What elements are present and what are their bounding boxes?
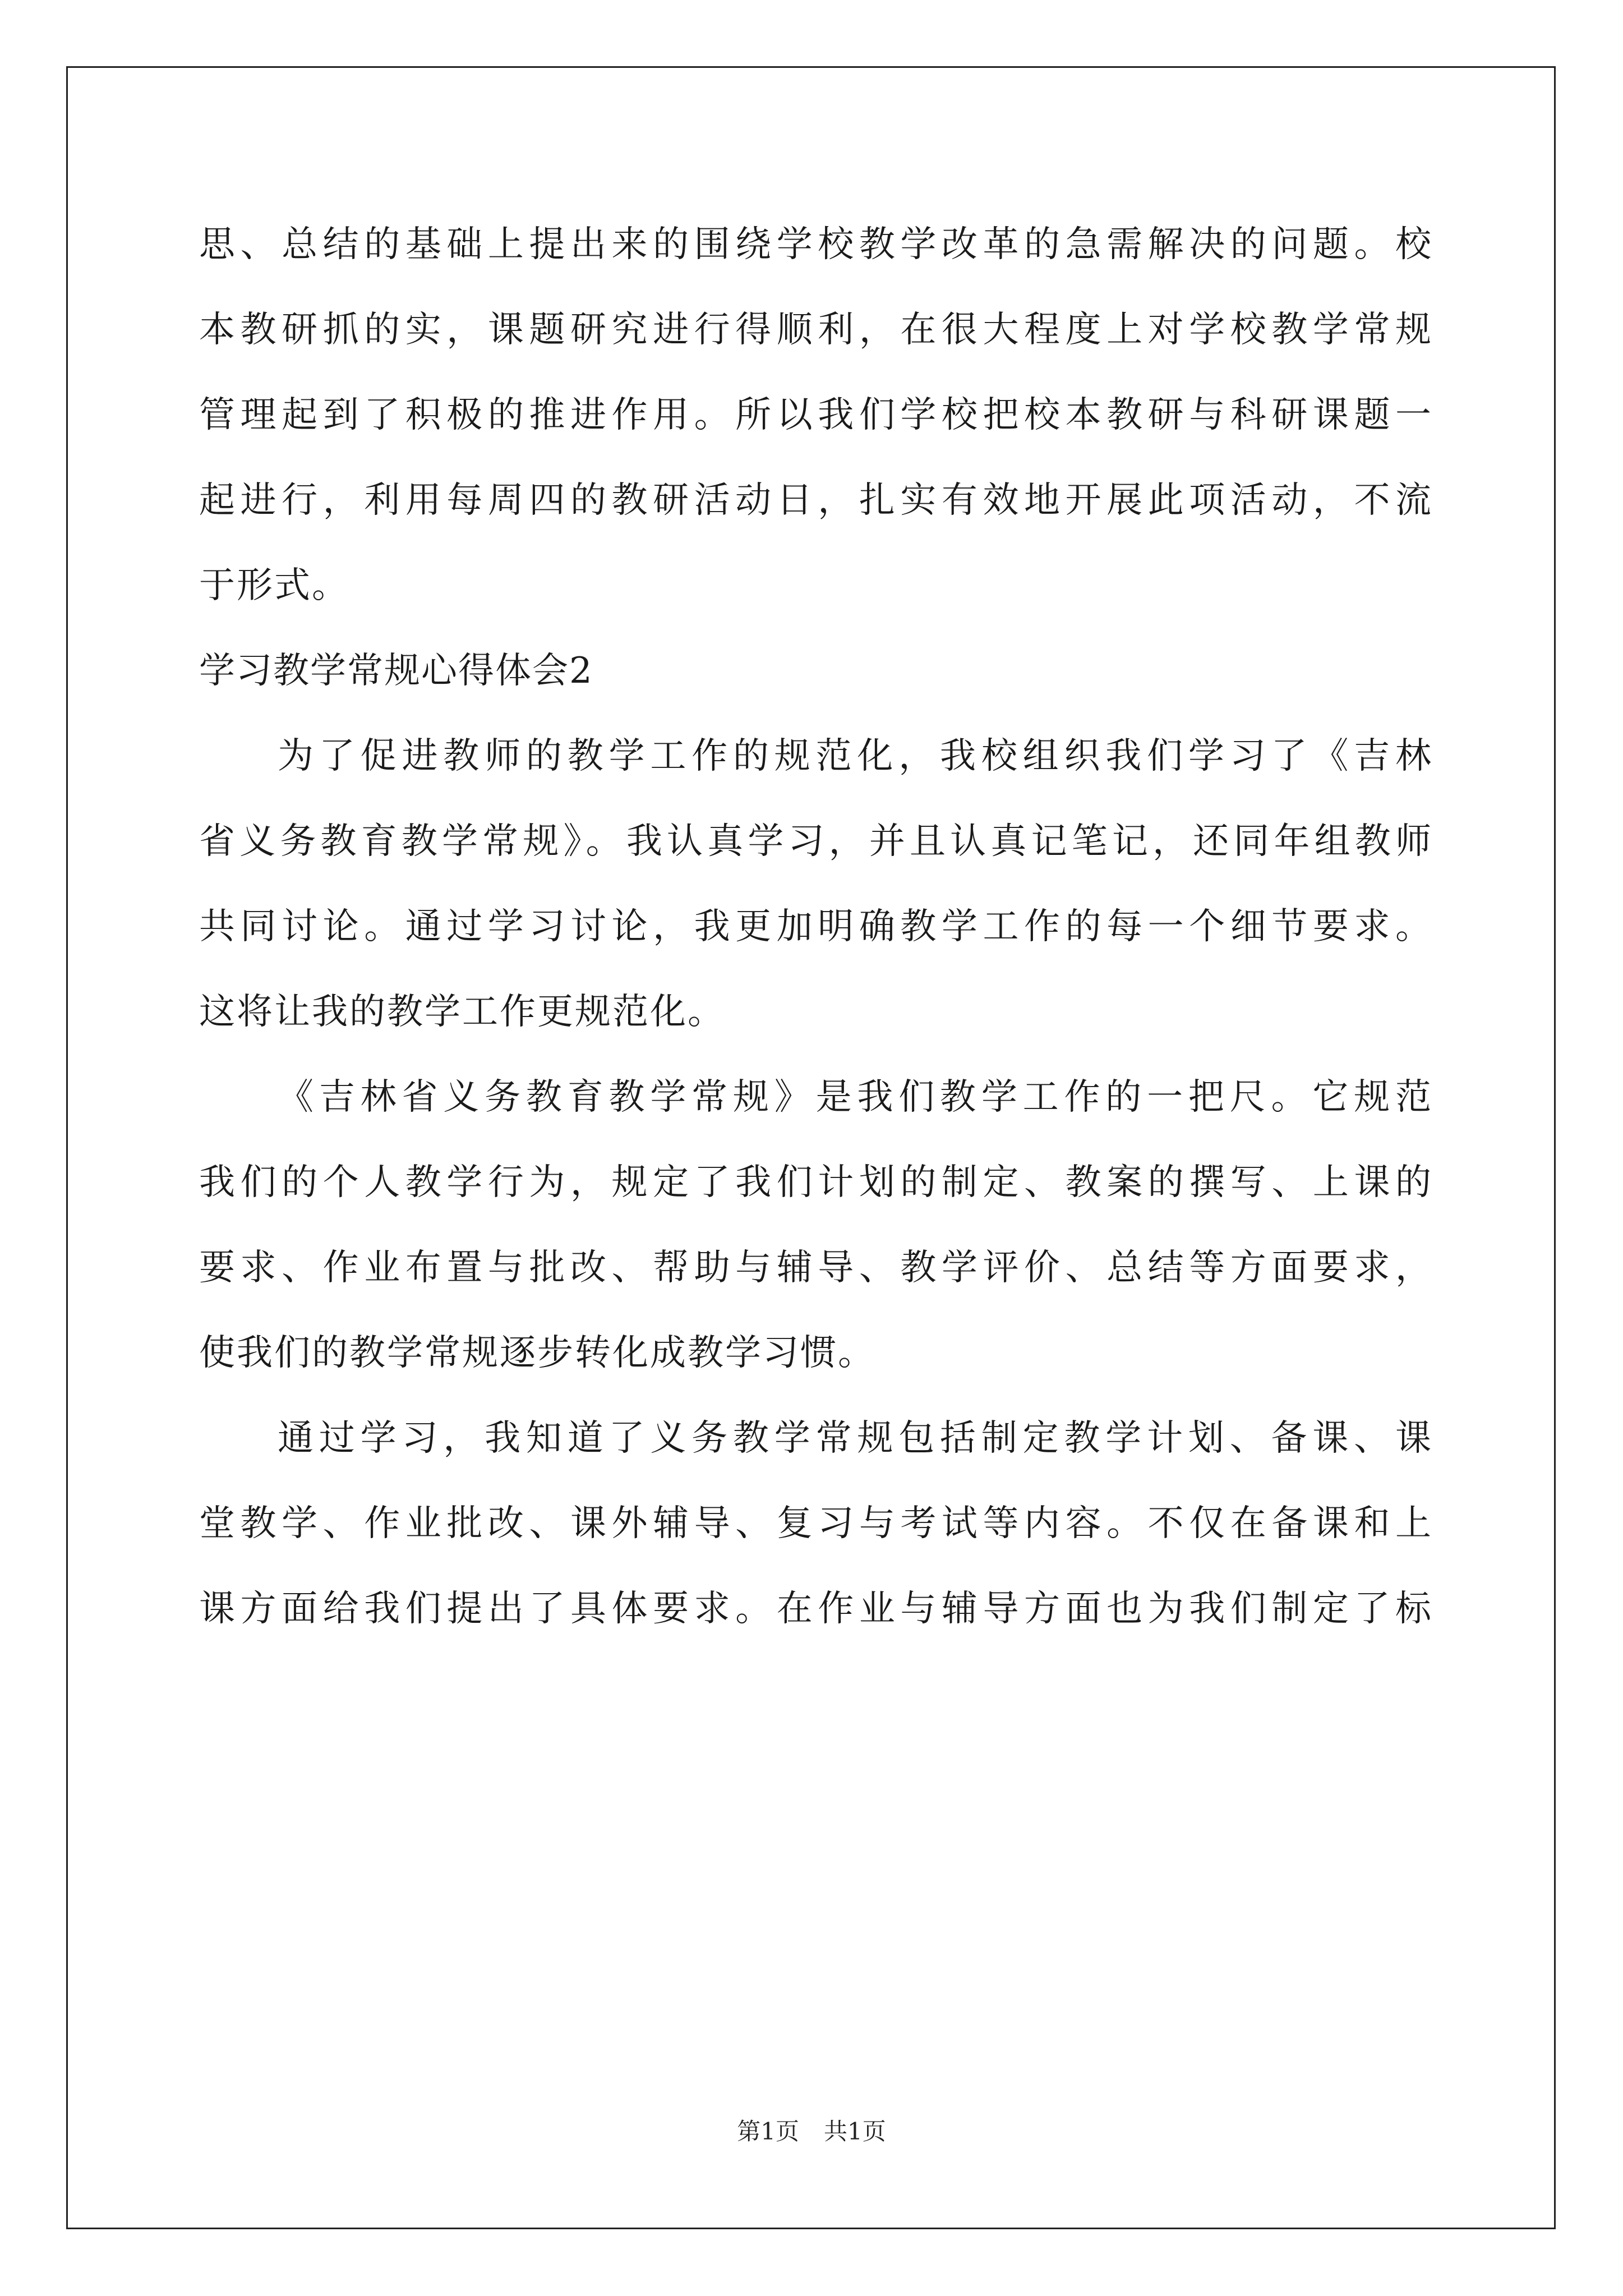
text-line: 要求、作业布置与批改、帮助与辅导、教学评价、总结等方面要求， <box>199 1247 1433 1289</box>
text-line: 本教研抓的实，课题研究进行得顺利，在很大程度上对学校教学常规 <box>199 309 1433 351</box>
text-line: 于形式。 <box>199 565 349 606</box>
text-line: 起进行，利用每周四的教研活动日，扎实有效地开展此项活动，不流 <box>199 480 1433 521</box>
text-line: 管理起到了积极的推进作用。所以我们学校把校本教研与科研课题一 <box>199 394 1433 436</box>
text-line: 使我们的教学常规逐步转化成教学习惯。 <box>199 1332 875 1374</box>
page-footer <box>0 2115 1623 2148</box>
text-line: 我们的个人教学行为，规定了我们计划的制定、教案的撰写、上课的 <box>199 1162 1433 1203</box>
text-line: 这将让我的教学工作更规范化。 <box>199 991 725 1033</box>
section-heading: 学习教学常规心得体会2 <box>199 650 593 692</box>
text-line: 堂教学、作业批改、课外辅导、复习与考试等内容。不仅在备课和上 <box>199 1503 1433 1544</box>
text-line: 通过学习，我知道了义务教学常规包括制定教学计划、备课、课 <box>278 1418 1433 1459</box>
text-line: 为了促进教师的教学工作的规范化，我校组织我们学习了《吉林 <box>278 735 1433 777</box>
page-total: 共1页 <box>824 2118 886 2145</box>
page-number: 第1页 <box>737 2118 799 2145</box>
document-body <box>199 202 1433 1651</box>
text-line: 省义务教育教学常规》。我认真学习，并且认真记笔记，还同年组教师 <box>199 821 1433 862</box>
text-line: 思、总结的基础上提出来的围绕学校教学改革的急需解决的问题。校 <box>199 224 1433 265</box>
text-line: 共同讨论。通过学习讨论，我更加明确教学工作的每一个细节要求。 <box>199 906 1433 947</box>
text-line: 课方面给我们提出了具体要求。在作业与辅导方面也为我们制定了标 <box>199 1588 1433 1630</box>
text-line: 《吉林省义务教育教学常规》是我们教学工作的一把尺。它规范 <box>278 1076 1433 1118</box>
